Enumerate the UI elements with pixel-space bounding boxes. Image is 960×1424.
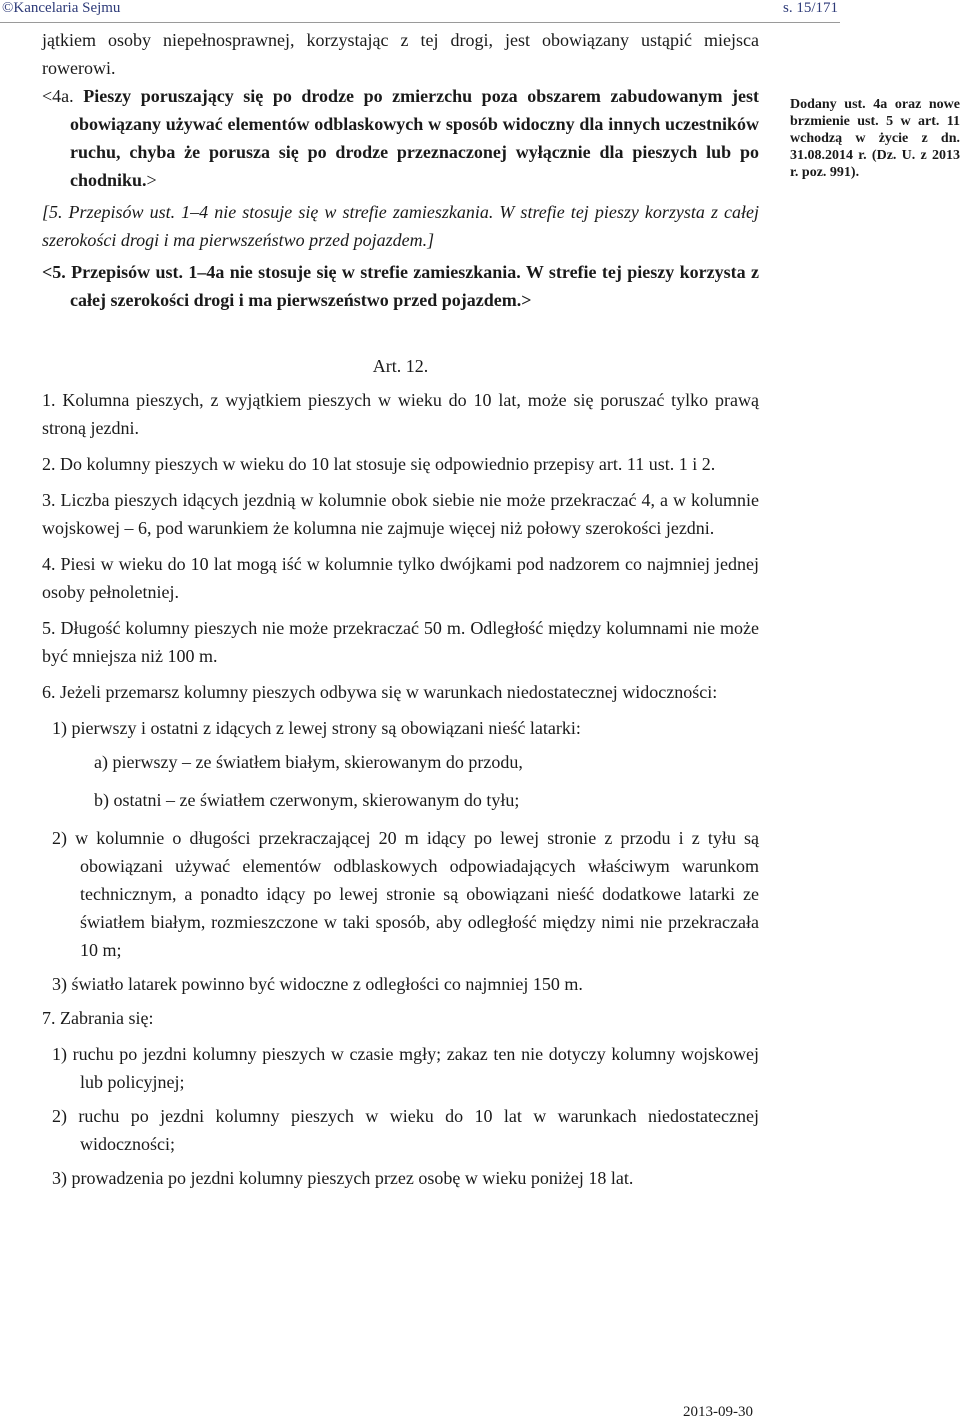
paragraph-4a-text: Pieszy poruszający się po drodze po zmierzchu poza obszarem zabudowanym jest obowiązany używać elementów odblaskowych w sposób widoczny dla innych uczestników ruchu, chyba że porusza się po drodze przeznaczonej wyłącznie dla pieszych lub po chodniku. — [70, 86, 760, 190]
article-paragraph-3: 3. Liczba pieszych idących jezdnią w kolumnie obok siebie nie może przekraczać 4, a w kolumnie wojskowej – 6, pod warunkiem że kolumna nie zajmuje więcej niż połowy szerokości jezdni. — [42, 490, 759, 538]
article-paragraph-4: 4. Piesi w wieku do 10 lat mogą iść w kolumnie tylko dwójkami pod nadzorem co najmniej jednej osoby pełnoletniej. — [42, 554, 759, 602]
article-title: Art. 12. — [372, 356, 429, 376]
article-paragraph-6: 6. Jeżeli przemarsz kolumny pieszych odbywa się w warunkach niedostatecznej widoczności: — [42, 682, 718, 702]
margin-note: Dodany ust. 4a oraz nowe brzmienie ust. 5 w art. 11 wchodzą w życie z dn. 31.08.2014 r. (Dz. U. z 2013 r. poz. 991). — [790, 97, 960, 180]
paragraph-5-new-suffix: > — [521, 290, 532, 310]
paragraph-4a-suffix: > — [146, 170, 157, 190]
paragraph-5-new-text: Przepisów ust. 1–4a nie stosuje się w strefie zamieszkania. W strefie tej pieszy korzysta z całej szerokości drogi i ma pierwszeństwo przed pojazdem. — [70, 262, 760, 310]
article-paragraph-7: 7. Zabrania się: — [42, 1008, 154, 1028]
article-paragraph-7-point-3: 3) prowadzenia po jezdni kolumny pieszych przez osobę w wieku poniżej 18 lat. — [52, 1168, 634, 1188]
paragraph-5-new-prefix: <5. — [42, 262, 66, 282]
article-paragraph-6-point-1a: a) pierwszy – ze światłem białym, skierowanym do przodu, — [94, 752, 523, 772]
article-paragraph-1: 1. Kolumna pieszych, z wyjątkiem pieszych w wieku do 10 lat, może się poruszać tylko prawą stroną jezdni. — [42, 390, 759, 438]
paragraph-4a-prefix: <4a. — [42, 86, 74, 106]
document-body — [42, 26, 759, 1198]
paragraph-5-new — [42, 258, 760, 314]
page-footer-date: 2013-09-30 — [683, 1404, 753, 1420]
header-page-number: s. 15/171 — [782, 0, 838, 16]
intro-paragraph: jątkiem osoby niepełnosprawnej, korzystając z tej drogi, jest obowiązany ustąpić miejsca rowerowi. — [42, 30, 759, 78]
page-header — [0, 0, 840, 23]
article-paragraph-2: 2. Do kolumny pieszych w wieku do 10 lat stosuje się odpowiednio przepisy art. 11 ust. 1 i 2. — [42, 454, 716, 474]
article-paragraph-6-point-2: 2) w kolumnie o długości przekraczającej 20 m idący po lewej stronie z przodu i z tyłu są obowiązani używać elementów odblaskowych odpowiadających właściwym warunkom technicznym, a ponadto idący po lewej stronie są obowiązani nieść dodatkowe latarki ze światłem białym, rozmieszczone w taki sposób, aby odległość między nimi nie przekraczała 10 m; — [52, 828, 759, 960]
article-paragraph-7-point-1: 1) ruchu po jezdni kolumny pieszych w czasie mgły; zakaz ten nie dotyczy kolumny wojskowej lub policyjnej; — [52, 1044, 759, 1092]
paragraph-5-old: [5. Przepisów ust. 1–4 nie stosuje się w strefie zamieszkania. W strefie tej pieszy korzysta z całej szerokości drogi i ma pierwszeństwo przed pojazdem.] — [42, 202, 759, 250]
paragraph-4a — [42, 82, 760, 194]
article-paragraph-6-point-1: 1) pierwszy i ostatni z idących z lewej strony są obowiązani nieść latarki: — [52, 718, 581, 738]
header-publisher: ©Kancelaria Sejmu — [2, 0, 121, 16]
article-paragraph-7-point-2: 2) ruchu po jezdni kolumny pieszych w wieku do 10 lat w warunkach niedostatecznej widoczności; — [52, 1106, 759, 1154]
article-paragraph-6-point-1b: b) ostatni – ze światłem czerwonym, skierowanym do tyłu; — [94, 790, 520, 810]
article-paragraph-6-point-3: 3) światło latarek powinno być widoczne z odległości co najmniej 150 m. — [52, 974, 583, 994]
article-paragraph-5: 5. Długość kolumny pieszych nie może przekraczać 50 m. Odległość między kolumnami nie może być mniejsza niż 100 m. — [42, 618, 759, 666]
